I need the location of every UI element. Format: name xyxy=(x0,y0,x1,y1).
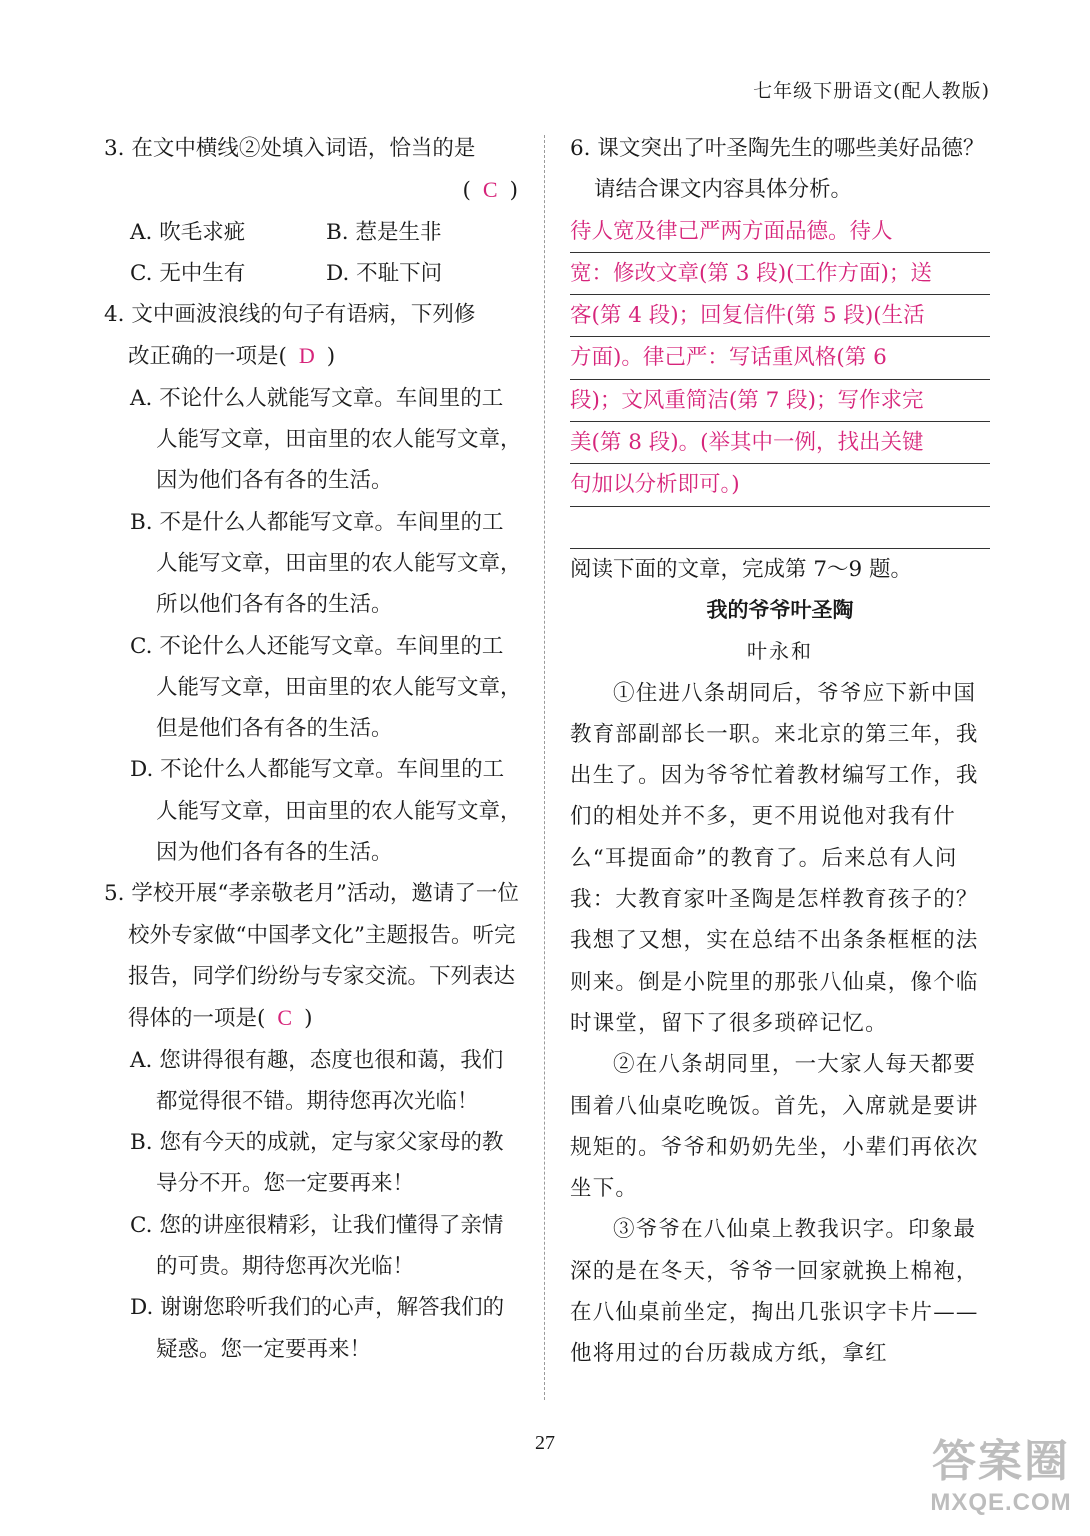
question-3-option-b: B. 惹是生非 xyxy=(326,219,442,245)
question-5-stem: 5. 学校开展“孝亲敬老月”活动，邀请了一位校外专家做“中国孝文化”主题报告。听完报告，同学们纷纷与专家交流。下列表达得体的一项是( C ) xyxy=(104,881,519,1032)
question-4-option-b: B. 不是什么人都能写文章。车间里的工人能写文章，田亩里的农人能写文章，所以他们各有各的生活。 xyxy=(130,509,522,618)
question-4-option-d: D. 不论什么人都能写文章。车间里的工人能写文章，田亩里的农人能写文章，因为他们各有各的生活。 xyxy=(130,757,522,866)
reading-intro: 阅读下面的文章，完成第 7～9 题。 xyxy=(570,556,913,582)
passage-title: 我的爷爷叶圣陶 xyxy=(706,597,854,622)
question-3-option-a: A. 吹毛求疵 xyxy=(130,219,246,245)
question-5-option-b: B. 您有今天的成就，定与家父家母的教导分不开。您一定要再来！ xyxy=(130,1130,504,1197)
question-6-stem: 6. 课文突出了叶圣陶先生的哪些美好品德？请结合课文内容具体分析。 xyxy=(570,136,985,203)
question-3-option-c: C. 无中生有 xyxy=(130,260,246,286)
question-3-stem: 3. 在文中横线②处填入词语，恰当的是 xyxy=(104,136,476,161)
question-5-option-d: D. 谢谢您聆听我们的心声，解答我们的疑惑。您一定要再来！ xyxy=(130,1295,505,1362)
question-4-option-a: A. 不论什么人就能写文章。车间里的工人能写文章，田亩里的农人能写文章，因为他们各有各的生活。 xyxy=(130,385,522,494)
passage-paragraph-2: ②在八条胡同里，一大家人每天都要围着八仙桌吃晚饭。首先，入席就是要讲规矩的。爷爷和奶奶先坐，小辈们再依次坐下。 xyxy=(570,1052,979,1202)
watermark-text: 答案圈 xyxy=(932,1437,1070,1486)
question-5-answer: C xyxy=(277,1005,293,1031)
column-divider xyxy=(544,135,545,1400)
passage-paragraph-1: ①住进八条胡同后，爷爷应下新中国教育部副部长一职。来北京的第三年，我出生了。因为爷爷忙着教材编写工作，我们的相处并不多，更不用说他对我有什么“耳提面命”的教育了。后来总有人问我：大教育家叶圣陶是怎样教育孩子的？我想了又想，实在总结不出条条框框的法则来。倒是小院里的那张八仙桌，像个临时课堂，留下了很多琐碎记忆。 xyxy=(570,680,979,1036)
answer-line: 宽：修改文章(第 3 段)(工作方面)；送 xyxy=(570,253,990,295)
right-column xyxy=(570,128,990,1375)
answer-line: 美(第 8 段)。(举其中一例，找出关键 xyxy=(570,422,990,464)
question-5-option-c: C. 您的讲座很精彩，让我们懂得了亲情的可贵。期待您再次光临！ xyxy=(130,1212,504,1280)
question-4-stem-line-1: 4. 文中画波浪线的句子有语病，下列修 xyxy=(104,302,476,328)
question-3-options-row-2 xyxy=(104,253,522,294)
question-4-stem-tail: 改正确的一项是( xyxy=(128,344,287,370)
answer-line: 客(第 4 段)；回复信件(第 5 段)(生活 xyxy=(570,295,990,337)
question-5-option-a: A. 您讲得很有趣，态度也很和蔼，我们都觉得很不错。期待您再次光临！ xyxy=(130,1047,504,1114)
answer-line: 待人宽及律己严两方面品德。待人 xyxy=(570,211,990,253)
answer-line: 段)；文风重简洁(第 7 段)；写作求完 xyxy=(570,380,990,422)
question-3-option-d: D. 不耻下问 xyxy=(326,260,443,286)
question-5-stem-text: 5. 学校开展“孝亲敬老月”活动，邀请了一位校外专家做“中国孝文化”主题报告。听完报告，同学们纷纷与专家交流。下列表达得体的一项是( xyxy=(104,881,519,1032)
answer-line: 方面)。律己严：写话重风格(第 6 xyxy=(570,337,990,379)
question-4-stem-line-2: 改正确的一项是( D ) xyxy=(128,343,336,370)
question-3-options-row-1 xyxy=(104,212,522,253)
question-4-answer: D xyxy=(298,343,315,369)
passage-author: 叶永和 xyxy=(747,639,813,664)
question-3-answer: C xyxy=(482,177,498,203)
question-3-answer-bracket: ( C ) xyxy=(462,177,518,204)
blank-answer-line xyxy=(570,507,990,549)
question-6-answer xyxy=(570,211,990,549)
question-4-option-c: C. 不论什么人还能写文章。车间里的工人能写文章，田亩里的农人能写文章，但是他们各有各的生活。 xyxy=(130,633,522,742)
page-header: 七年级下册语文(配人教版) xyxy=(753,80,990,102)
left-column xyxy=(104,128,522,1370)
passage-paragraph-3: ③爷爷在八仙桌上教我识字。印象最深的是在冬天，爷爷一回家就换上棉袍，在八仙桌前坐定，掏出几张识字卡片——他将用过的台历裁成方纸，拿红 xyxy=(570,1217,979,1367)
watermark-logo xyxy=(926,1436,1076,1528)
page-number: 27 xyxy=(535,1432,555,1454)
answer-line: 句加以分析即可。) xyxy=(570,464,990,506)
watermark-url: MXQE.COM xyxy=(930,1489,1072,1516)
